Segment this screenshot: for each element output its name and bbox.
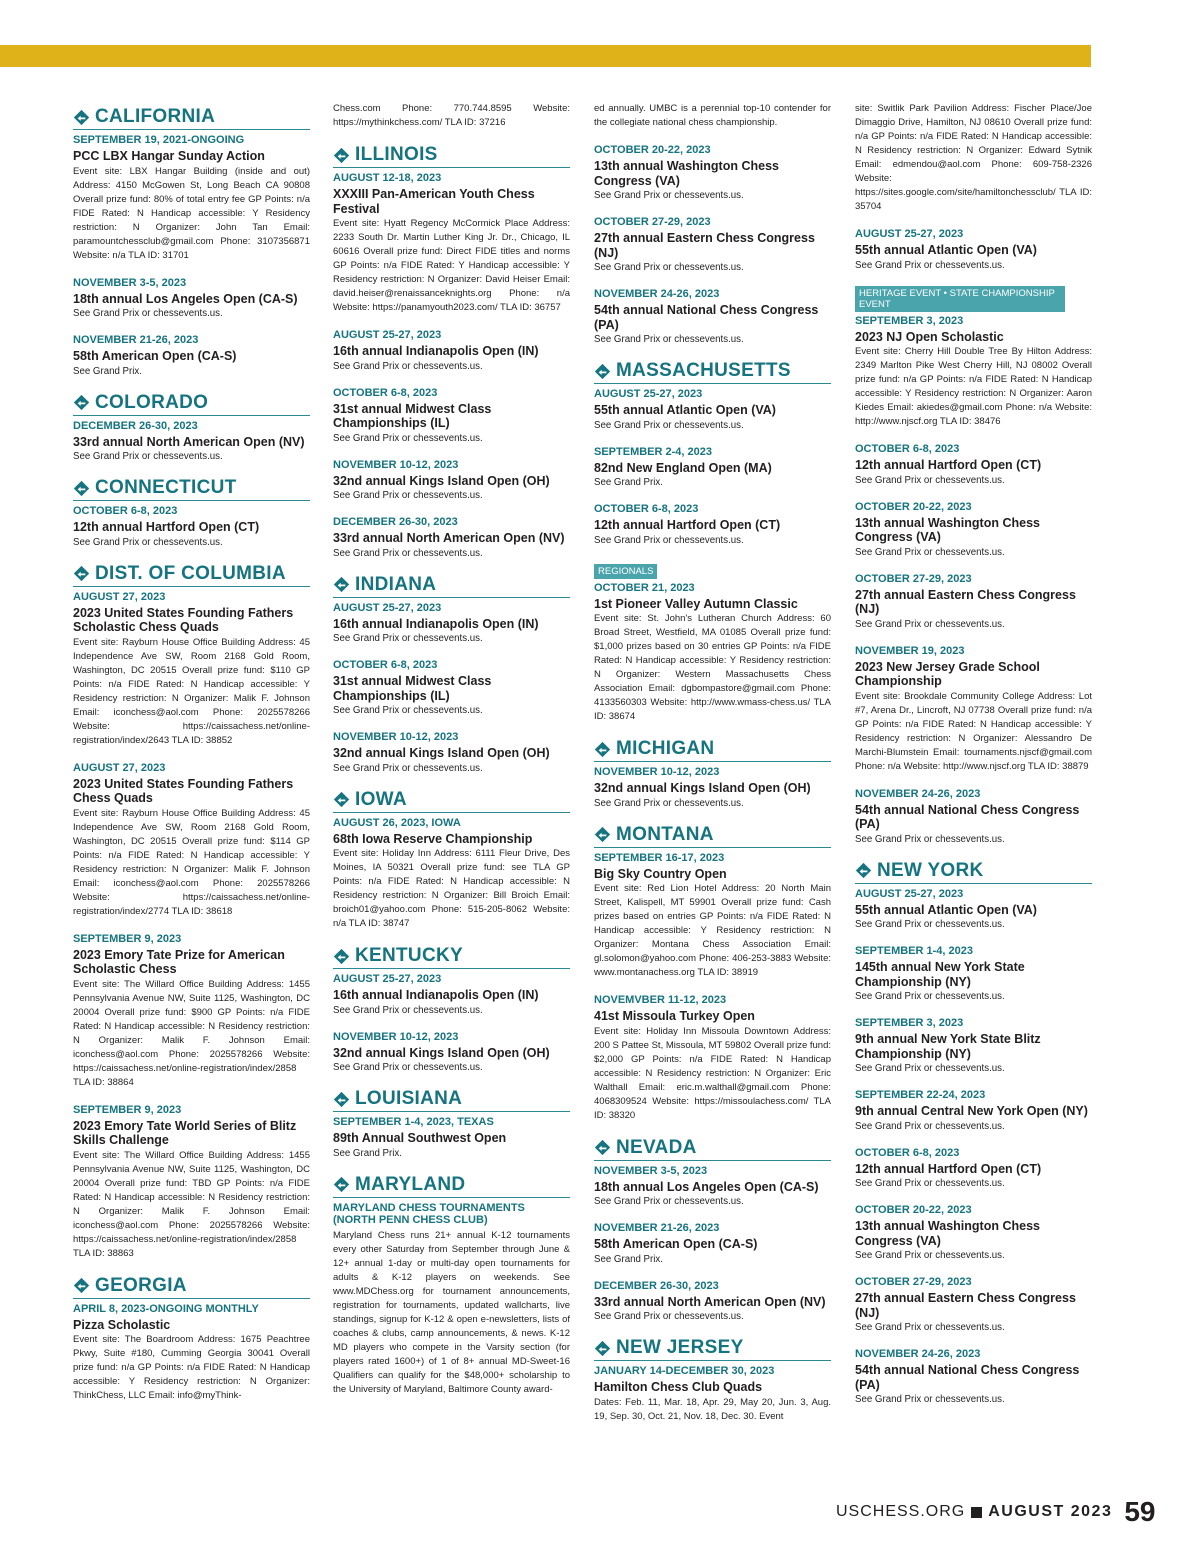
- state-arrow-icon: [333, 948, 350, 965]
- event-note: See Grand Prix or chessevents.us.: [855, 618, 1005, 630]
- event-listing: [594, 216, 831, 274]
- event-title: 12th annual Hartford Open (CT): [73, 520, 260, 534]
- event-details: Event site: Holiday Inn Missoula Downtown Address: 200 S Pattee St, Missoula, MT 59802 Overall prize fund: $2,000 GP Points: n/a FIDE Rated: N Handicap accessible: N Residency restriction: N Organizer: Eric Walthall Email: eric.m.walthall@gmail.com Phone: 4068309524 Website: https://missoulachess.com/ TLA ID: 38320: [594, 1025, 831, 1121]
- event-date: AUGUST 25-27, 2023: [333, 601, 442, 614]
- state-heading: [855, 860, 1092, 884]
- event-date: OCTOBER 6-8, 2023: [594, 503, 699, 515]
- event-date: AUGUST 12-18, 2023: [333, 172, 442, 184]
- event-title: 68th Iowa Reserve Championship: [333, 831, 533, 846]
- event-title: 16th annual Indianapolis Open (IN): [333, 988, 539, 1002]
- event-date: AUGUST 25-27, 2023: [855, 887, 964, 900]
- event-details: Maryland Chess runs 21+ annual K-12 tournaments every other Saturday from September through June & 12+ annual 1-day or multi-day open tournaments for adults & K-12 players on weekends. See www.MDChess.org for tournament announcements, registration for tournaments, updated wallcharts, live standings, signup for K-12 & open e-newsletters, lists of coaches & clubs, camp announcements, & news. K-12 MD players who compete in the Varsity section (for players rated 1600+) of 1 of 8+ annual MD-Sweet-16 Qualifiers can qualify for the $48,000+ scholarship to the University of Maryland, Baltimore County award-: [333, 1229, 570, 1395]
- event-date: OCTOBER 6-8, 2023: [333, 386, 438, 399]
- state-heading: [73, 1275, 310, 1299]
- event-title: 18th annual Los Angeles Open (CA-S): [73, 291, 298, 306]
- state-name: COLORADO: [95, 391, 209, 413]
- state-name: CONNECTICUT: [95, 477, 237, 498]
- event-listing: [333, 516, 570, 560]
- state-arrow-icon: [594, 1139, 611, 1156]
- event-listing: [73, 1104, 310, 1261]
- event-date: NOVEMBER 24-26, 2023: [855, 1348, 981, 1360]
- event-listing: [855, 1204, 1092, 1262]
- event-note: See Grand Prix or chessevents.us.: [333, 1004, 483, 1016]
- event-title: 55th annual Atlantic Open (VA): [855, 243, 1037, 257]
- event-title: 31st annual Midwest Class Championships (IL): [333, 674, 492, 703]
- event-listing: [855, 573, 1092, 631]
- event-title: 145th annual New York State Championship (NY): [855, 960, 1025, 989]
- event-title: 58th American Open (CA-S): [594, 1237, 758, 1251]
- state-arrow-icon: [855, 862, 872, 879]
- event-date: SEPTEMBER 2-4, 2023: [594, 445, 712, 458]
- event-title: 32nd annual Kings Island Open (OH): [333, 746, 550, 760]
- event-details: Event site: Rayburn House Office Building Address: 45 Independence Ave SW, Room 2168 Gold Room, Washington, DC 20515 Overall prize fund: $110 GP Points: n/a FIDE Rated: N Handicap accessible: Y Residency restriction: N Organizer: Malik F. Johnson Email: iconchess@aol.com Phone: 2025578266 Website: https://caissachess.net/online-registration/index/2643 TLA ID: 38852: [73, 636, 310, 746]
- event-date: OCTOBER 27-29, 2023: [855, 1276, 972, 1288]
- state-name: CALIFORNIA: [95, 106, 216, 127]
- event-date: AUGUST 25-27, 2023: [855, 228, 964, 240]
- footer-issue: AUGUST 2023: [988, 1503, 1113, 1520]
- event-date: MARYLAND CHESS TOURNAMENTS (NORTH PENN CHESS CLUB): [333, 1201, 525, 1226]
- event-listing: [855, 788, 1092, 846]
- event-date: SEPTEMBER 3, 2023: [855, 1017, 964, 1029]
- event-note: See Grand Prix or chessevents.us.: [855, 919, 1005, 930]
- event-listing: [594, 503, 831, 547]
- event-listing: [855, 888, 1092, 932]
- event-note: See Grand Prix or chessevents.us.: [73, 308, 223, 319]
- event-listing: [594, 446, 831, 490]
- event-title: PCC LBX Hangar Sunday Action: [73, 149, 265, 163]
- event-listing: [855, 1348, 1092, 1406]
- page-number: 59: [1124, 1496, 1156, 1527]
- state-heading: [333, 1174, 570, 1198]
- event-note: See Grand Prix.: [73, 365, 142, 377]
- event-listing: [333, 973, 570, 1017]
- event-title: 32nd annual Kings Island Open (OH): [594, 781, 811, 795]
- state-arrow-icon: [333, 1176, 350, 1193]
- event-listing: [333, 602, 570, 646]
- event-date: NOVEMBER 19, 2023: [855, 644, 965, 657]
- event-date: SEPTEMBER 1-4, 2023, TEXAS: [333, 1116, 494, 1128]
- event-listing: [855, 1147, 1092, 1191]
- state-arrow-icon: [333, 791, 350, 808]
- state-name: NEVADA: [616, 1136, 697, 1158]
- event-date: OCTOBER 20-22, 2023: [855, 1204, 972, 1216]
- event-listing: [855, 645, 1092, 774]
- event-note: See Grand Prix or chessevents.us.: [594, 262, 744, 273]
- event-listing: [333, 1116, 570, 1160]
- event-listing: [333, 459, 570, 503]
- event-date: NOVEMBER 10-12, 2023: [594, 766, 720, 778]
- state-name: LOUISIANA: [355, 1088, 463, 1109]
- event-title: 16th annual Indianapolis Open (IN): [333, 344, 539, 358]
- event-title: 1st Pioneer Valley Autumn Classic: [594, 596, 798, 611]
- event-date: SEPTEMBER 9, 2023: [73, 932, 182, 945]
- event-details: Event site: Rayburn House Office Building Address: 45 Independence Ave SW, Room 2168 Gold Room, Washington, DC 20515 Overall prize fund: $114 GP Points: n/a FIDE Rated: N Handicap accessible: Y Residency restriction: N Organizer: Malik F. Johnson Email: iconchess@aol.com Phone: 2025578266 Website: https://caissachess.net/online-registration/index/2774 TLA ID: 38618: [73, 807, 310, 917]
- state-arrow-icon: [333, 147, 350, 164]
- event-date: NOVEMBER 10-12, 2023: [333, 458, 459, 471]
- event-listing: [594, 561, 831, 725]
- event-note: See Grand Prix or chessevents.us.: [594, 1196, 744, 1207]
- event-details: Event site: The Willard Office Building Address: 1455 Pennsylvania Avenue NW, Suite 1125, Washington, DC 20004 Overall prize fund: $900 GP Points: n/a FIDE Rated: N Handicap accessible: N Residency restriction: N Organizer: Malik F. Johnson Email: iconchess@aol.com Phone: 2025578266 Website: https://caissachess.net/online-registration/index/2858 TLA ID: 38864: [73, 978, 310, 1088]
- event-note: See Grand Prix or chessevents.us.: [855, 1063, 1005, 1074]
- state-name: NEW YORK: [877, 859, 984, 881]
- event-listing: [594, 766, 831, 810]
- event-listing: [594, 1280, 831, 1324]
- event-listing: [855, 286, 1092, 430]
- event-date: AUGUST 25-27, 2023: [333, 329, 442, 341]
- event-title: 54th annual National Chess Congress (PA): [855, 802, 1080, 831]
- state-heading: [333, 1088, 570, 1112]
- event-date: OCTOBER 20-22, 2023: [855, 500, 972, 513]
- event-title: 16th annual Indianapolis Open (IN): [333, 616, 539, 631]
- event-date: NOVEMBER 3-5, 2023: [73, 276, 187, 289]
- event-date: NOVEMBER 24-26, 2023: [594, 288, 720, 300]
- event-title: 9th annual New York State Blitz Championship (NY): [855, 1032, 1041, 1061]
- event-date: SEPTEMBER 1-4, 2023: [855, 945, 973, 957]
- state-heading: [73, 563, 310, 587]
- event-listing: [855, 1017, 1092, 1075]
- event-listing: [333, 172, 570, 315]
- footer-square-icon: [971, 1507, 982, 1518]
- event-date: OCTOBER 27-29, 2023: [594, 216, 711, 228]
- continued-text: Chess.com Phone: 770.744.8595 Website: https://mythinkchess.com/ TLA ID: 37216: [333, 103, 570, 128]
- event-date: AUGUST 27, 2023: [73, 590, 166, 603]
- event-date: DECEMBER 26-30, 2023: [333, 516, 458, 528]
- event-date: OCTOBER 21, 2023: [594, 581, 695, 594]
- event-title: 89th Annual Southwest Open: [333, 1131, 507, 1145]
- state-heading: [594, 738, 831, 762]
- state-name: IOWA: [355, 788, 407, 810]
- event-listing: [333, 1031, 570, 1075]
- event-note: See Grand Prix or chessevents.us.: [333, 633, 483, 644]
- event-note: See Grand Prix or chessevents.us.: [855, 1120, 1005, 1132]
- state-name: MICHIGAN: [616, 738, 715, 759]
- event-note: See Grand Prix or chessevents.us.: [333, 705, 483, 716]
- event-note: See Grand Prix or chessevents.us.: [333, 490, 483, 501]
- event-date: DECEMBER 26-30, 2023: [73, 419, 198, 432]
- event-listing: [333, 1202, 570, 1397]
- event-listing: [855, 1276, 1092, 1334]
- event-date: NOVEMBER 3-5, 2023: [594, 1164, 708, 1177]
- event-note: See Grand Prix or chessevents.us.: [73, 536, 223, 548]
- event-listing: [333, 659, 570, 717]
- event-date: JANUARY 14-DECEMBER 30, 2023: [594, 1365, 775, 1377]
- event-date: AUGUST 26, 2023, IOWA: [333, 816, 461, 829]
- state-arrow-icon: [333, 576, 350, 593]
- event-title: 55th annual Atlantic Open (VA): [594, 403, 776, 417]
- column-1: [73, 106, 310, 1417]
- state-heading: [594, 1137, 831, 1161]
- state-arrow-icon: [594, 1340, 611, 1357]
- event-title: 13th annual Washington Chess Congress (VA): [855, 515, 1040, 544]
- event-category-tag: REGIONALS: [594, 564, 657, 579]
- event-date: SEPTEMBER 19, 2021-ONGOING: [73, 134, 245, 146]
- event-note: See Grand Prix or chessevents.us.: [594, 797, 744, 809]
- event-listing: [73, 134, 310, 263]
- event-note: See Grand Prix.: [333, 1147, 402, 1159]
- state-heading: [333, 789, 570, 813]
- event-note: See Grand Prix or chessevents.us.: [855, 474, 1005, 486]
- event-title: 58th American Open (CA-S): [73, 349, 237, 363]
- event-note: See Grand Prix or chessevents.us.: [333, 360, 483, 372]
- event-note: See Grand Prix or chessevents.us.: [855, 1394, 1005, 1405]
- state-heading: [73, 477, 310, 501]
- event-details: Event site: St. John's Lutheran Church Address: 60 Broad Street, Westfield, MA 01085 Overall prize fund: $1,000 prizes based on 30 entries GP Points: n/a FIDE Rated: N Handicap accessible: Y Residency restriction: N Organizer: Western Massachusetts Chess Association Email: dgbompastore@gmail.com Phone: 4133560303 Website: http://www.wmass-chess.us/ TLA ID: 38674: [594, 613, 831, 722]
- event-title: 31st annual Midwest Class Championships (IL): [333, 401, 492, 430]
- event-listing: [333, 387, 570, 445]
- state-arrow-icon: [594, 363, 611, 380]
- event-date: DECEMBER 26-30, 2023: [594, 1279, 719, 1292]
- event-note: See Grand Prix or chessevents.us.: [594, 534, 744, 546]
- event-title: 82nd New England Open (MA): [594, 460, 772, 475]
- event-title: 41st Missoula Turkey Open: [594, 1009, 755, 1023]
- event-title: 55th annual Atlantic Open (VA): [855, 902, 1037, 917]
- event-listing: [594, 994, 831, 1123]
- event-title: 13th annual Washington Chess Congress (VA): [594, 159, 779, 188]
- page-footer: [836, 1496, 1156, 1528]
- event-date: AUGUST 25-27, 2023: [594, 388, 703, 400]
- state-name: GEORGIA: [95, 1274, 187, 1296]
- event-note: See Grand Prix or chessevents.us.: [333, 1062, 483, 1073]
- state-name: MARYLAND: [355, 1173, 466, 1195]
- state-arrow-icon: [73, 480, 90, 497]
- event-title: 12th annual Hartford Open (CT): [855, 1161, 1042, 1176]
- state-name: MASSACHUSETTS: [616, 360, 791, 381]
- state-name: NEW JERSEY: [616, 1337, 744, 1358]
- state-heading: [594, 824, 831, 848]
- state-arrow-icon: [73, 394, 90, 411]
- event-note: See Grand Prix or chessevents.us.: [855, 546, 1005, 558]
- event-title: 2023 United States Founding Fathers Scholastic Chess Quads: [73, 605, 294, 634]
- event-listing: [73, 334, 310, 378]
- event-listing: [855, 228, 1092, 272]
- event-title: 32nd annual Kings Island Open (OH): [333, 473, 550, 488]
- event-listing: [333, 329, 570, 373]
- state-heading: [73, 106, 310, 130]
- state-arrow-icon: [594, 741, 611, 758]
- event-note: See Grand Prix or chessevents.us.: [855, 1250, 1005, 1261]
- event-details: Event site: Hyatt Regency McCormick Place Address: 2233 South Dr. Martin Luther King Jr. Dr., Chicago, IL 60616 Overall prize fund: Direct FIDE titles and norms GP Points: n/a FIDE Rated: Y Handicap accessible: Y Residency restriction: N Organizer: David Heiser Email: david.heiser@renaissanceknights.org Phone: n/a Website: https://panamyouth2023.com/ TLA ID: 36757: [333, 218, 570, 313]
- event-title: 9th annual Central New York Open (NY): [855, 1104, 1088, 1118]
- event-title: 18th annual Los Angeles Open (CA-S): [594, 1179, 819, 1194]
- event-date: SEPTEMBER 3, 2023: [855, 314, 964, 327]
- event-date: NOVEMBER 10-12, 2023: [333, 731, 459, 743]
- state-arrow-icon: [333, 1091, 350, 1108]
- event-title: 27th annual Eastern Chess Congress (NJ): [855, 1291, 1076, 1320]
- event-note: See Grand Prix or chessevents.us.: [855, 991, 1005, 1002]
- event-listing: [594, 852, 831, 981]
- event-date: SEPTEMBER 22-24, 2023: [855, 1089, 986, 1101]
- event-title: 33rd annual North American Open (NV): [73, 434, 305, 449]
- event-listing: [855, 501, 1092, 559]
- event-listing: [73, 420, 310, 464]
- state-heading: [73, 392, 310, 416]
- event-title: 2023 Emory Tate Prize for American Scholastic Chess: [73, 947, 285, 976]
- event-date: OCTOBER 6-8, 2023: [73, 505, 178, 517]
- state-name: KENTUCKY: [355, 945, 463, 966]
- event-note: See Grand Prix or chessevents.us.: [855, 1178, 1005, 1189]
- event-title: 13th annual Washington Chess Congress (VA): [855, 1219, 1040, 1248]
- event-listing: [855, 443, 1092, 487]
- event-listing: [594, 288, 831, 346]
- footer-site[interactable]: USCHESS.ORG: [836, 1503, 966, 1520]
- event-listing: [594, 144, 831, 202]
- event-note: See Grand Prix.: [594, 1253, 663, 1265]
- event-date: NOVEMBER 10-12, 2023: [333, 1030, 459, 1043]
- event-listing: [73, 591, 310, 748]
- state-heading: [333, 144, 570, 168]
- event-title: 33rd annual North American Open (NV): [594, 1294, 826, 1309]
- event-title: 2023 New Jersey Grade School Championship: [855, 659, 1040, 688]
- event-date: AUGUST 25-27, 2023: [333, 973, 442, 985]
- event-title: 12th annual Hartford Open (CT): [855, 458, 1042, 472]
- event-details: Event site: Red Lion Hotel Address: 20 North Main Street, Kalispell, MT 59901 Overall prize fund: Cash prizes based on entries GP Points: n/a FIDE Rated: N Handicap accessible: Y Residency restriction: N Organizer: Montana Chess Association Email: gl.solomon@yahoo.com Phone: 406-253-3883 Website: www.montanachess.org TLA ID: 38919: [594, 883, 831, 978]
- event-date: OCTOBER 6-8, 2023: [333, 659, 438, 671]
- event-details: Event site: LBX Hangar Building (inside and out) Address: 4150 McGowen St, Long Beach CA 90808 Overall prize fund: 80% of total entry fee GP Points: n/a FIDE Rated: N Handicap accessible: Y Residency restriction: N Organizer: John Tan Email: paramountchessclub@gmail.com Phone: 3107356871 Website: n/a TLA ID: 31701: [73, 165, 310, 261]
- event-title: 27th annual Eastern Chess Congress (NJ): [594, 231, 815, 260]
- event-listing: [855, 945, 1092, 1003]
- event-title: Big Sky Country Open: [594, 866, 727, 881]
- state-heading: [333, 945, 570, 969]
- event-details: Event site: Cherry Hill Double Tree By Hilton Address: 2349 Marlton Pike West Cherry Hill, NJ 08002 Overall prize fund: n/a GP Points: n/a FIDE Rated: N Handicap accessible: Y Residency restriction: N Organizer: Aaron Kiedes Email: akiedes@gmail.com Phone: n/a Website: http://www.njscf.org TLA ID: 38476: [855, 346, 1092, 427]
- event-date: NOVEMBER 21-26, 2023: [73, 334, 199, 346]
- column-2: [333, 103, 570, 1411]
- event-details: Event site: Holiday Inn Address: 6111 Fleur Drive, Des Moines, IA 50321 Overall prize fund: see TLA GP Points: n/a FIDE Rated: N Handicap accessible: N Residency restriction: N Organizer: Bill Broich Email: broich01@yahoo.com Phone: 515-205-8062 Website: n/a TLA ID: 38747: [333, 848, 570, 929]
- event-note: See Grand Prix.: [594, 477, 663, 488]
- event-listing: [73, 505, 310, 549]
- event-note: See Grand Prix or chessevents.us.: [73, 451, 223, 462]
- event-details: Event site: Brookdale Community College Address: Lot #7, Arena Dr., Lincroft, NJ 07738 Overall prize fund: n/a GP Points: n/a FIDE Rated: N Handicap accessible: Y Residency restriction: N Organizer: Alessandro De Marchi-Blumstein Email: tournaments.njscf@gmail.com Phone: n/a Website: http://www.njscf.org TLA ID: 38879: [855, 690, 1092, 772]
- state-arrow-icon: [594, 826, 611, 843]
- event-note: See Grand Prix or chessevents.us.: [855, 259, 1005, 271]
- continued-text: site: Switlik Park Pavilion Address: Fischer Place/Joe Dimaggio Drive, Hamilton, NJ 08610 Overall prize fund: n/a GP Points: n/a FIDE Rated: N Handicap accessible: N Residency restriction: N Organizer: Edward Sytnik Email: edmendou@aol.com Phone: 609-758-2326 Website: https://sites.google.com/site/hamiltonchessclub/ TLA ID: 35704: [855, 103, 1092, 212]
- event-note: See Grand Prix or chessevents.us.: [594, 419, 744, 431]
- event-note: See Grand Prix or chessevents.us.: [855, 833, 1005, 845]
- event-listing: [333, 817, 570, 932]
- state-arrow-icon: [73, 109, 90, 126]
- event-date: OCTOBER 6-8, 2023: [855, 1146, 960, 1159]
- event-details: Dates: Feb. 11, Mar. 18, Apr. 29, May 20, Jun. 3, Aug. 19, Sep. 30, Oct. 21, Nov. 18, Dec. 30. Event: [594, 1396, 831, 1422]
- event-title: 33rd annual North American Open (NV): [333, 531, 565, 545]
- state-name: ILLINOIS: [355, 144, 438, 165]
- continued-text: ed annually. UMBC is a perennial top-10 contender for the collegiate national chess championship.: [594, 103, 831, 128]
- state-arrow-icon: [73, 1277, 90, 1294]
- event-date: APRIL 8, 2023-ONGOING MONTHLY: [73, 1302, 259, 1315]
- event-listing: [73, 933, 310, 1090]
- event-date: SEPTEMBER 16-17, 2023: [594, 851, 725, 864]
- event-title: 27th annual Eastern Chess Congress (NJ): [855, 587, 1076, 616]
- event-title: XXXIII Pan-American Youth Chess Festival: [333, 187, 535, 216]
- event-date: OCTOBER 20-22, 2023: [594, 144, 711, 156]
- event-note: See Grand Prix or chessevents.us.: [855, 1322, 1005, 1333]
- event-date: AUGUST 27, 2023: [73, 761, 166, 774]
- state-name: INDIANA: [355, 573, 437, 595]
- event-date: SEPTEMBER 9, 2023: [73, 1103, 182, 1116]
- event-title: Pizza Scholastic: [73, 1317, 171, 1332]
- event-note: See Grand Prix or chessevents.us.: [333, 762, 483, 774]
- event-listing: [594, 1365, 831, 1424]
- event-title: 2023 United States Founding Fathers Chess Quads: [73, 776, 294, 805]
- column-4: [855, 103, 1092, 1420]
- event-note: See Grand Prix or chessevents.us.: [594, 334, 744, 345]
- column-3: [594, 103, 831, 1438]
- event-title: Hamilton Chess Club Quads: [594, 1380, 763, 1394]
- event-listing: [73, 277, 310, 321]
- event-listing: [73, 762, 310, 919]
- event-details: Event site: The Boardroom Address: 1675 Peachtree Pkwy, Suite #180, Cumming Georgia 30041 Overall prize fund: n/a GP Points: n/a FIDE Rated: N Handicap accessible: Y Residency restriction: N Organizer: ThinkChess, LLC Email: info@myThink-: [73, 1334, 310, 1401]
- event-details: Event site: The Willard Office Building Address: 1455 Pennsylvania Avenue NW, Suite 1125, Washington, DC 20004 Overall prize fund: TBD GP Points: n/a FIDE Rated: N Handicap accessible: N Residency restriction: N Organizer: Malik F. Johnson Email: iconchess@aol.com Phone: 2025578266 Website: https://caissachess.net/online-registration/index/2858 TLA ID: 38863: [73, 1149, 310, 1259]
- event-listing: [855, 1089, 1092, 1133]
- event-title: 2023 NJ Open Scholastic: [855, 329, 1004, 344]
- event-title: 32nd annual Kings Island Open (OH): [333, 1045, 550, 1060]
- event-date: NOVEMBER 24-26, 2023: [855, 787, 981, 800]
- event-title: 54th annual National Chess Congress (PA): [594, 303, 819, 332]
- state-name: DIST. OF COLUMBIA: [95, 562, 286, 584]
- header-color-bar: [0, 45, 1091, 67]
- state-heading: [594, 1337, 831, 1361]
- event-note: See Grand Prix or chessevents.us.: [333, 432, 483, 444]
- event-category-tag: HERITAGE EVENT • STATE CHAMPIONSHIP EVENT: [855, 286, 1065, 312]
- event-listing: [73, 1303, 310, 1404]
- event-note: See Grand Prix or chessevents.us.: [594, 190, 744, 201]
- event-title: 12th annual Hartford Open (CT): [594, 518, 781, 532]
- event-listing: [594, 1222, 831, 1266]
- event-note: See Grand Prix or chessevents.us.: [594, 1311, 744, 1322]
- state-name: MONTANA: [616, 823, 714, 845]
- event-listing: [594, 1165, 831, 1209]
- state-heading: [594, 360, 831, 384]
- event-listing: [594, 388, 831, 432]
- event-date: OCTOBER 27-29, 2023: [855, 572, 972, 585]
- event-date: NOVEMVBER 11-12, 2023: [594, 994, 727, 1006]
- event-title: 2023 Emory Tate World Series of Blitz Skills Challenge: [73, 1118, 297, 1147]
- state-heading: [333, 574, 570, 598]
- event-title: 54th annual National Chess Congress (PA): [855, 1363, 1080, 1392]
- event-date: OCTOBER 6-8, 2023: [855, 443, 960, 455]
- event-date: NOVEMBER 21-26, 2023: [594, 1222, 720, 1234]
- event-note: See Grand Prix or chessevents.us.: [333, 547, 483, 559]
- state-arrow-icon: [73, 565, 90, 582]
- event-listing: [333, 731, 570, 775]
